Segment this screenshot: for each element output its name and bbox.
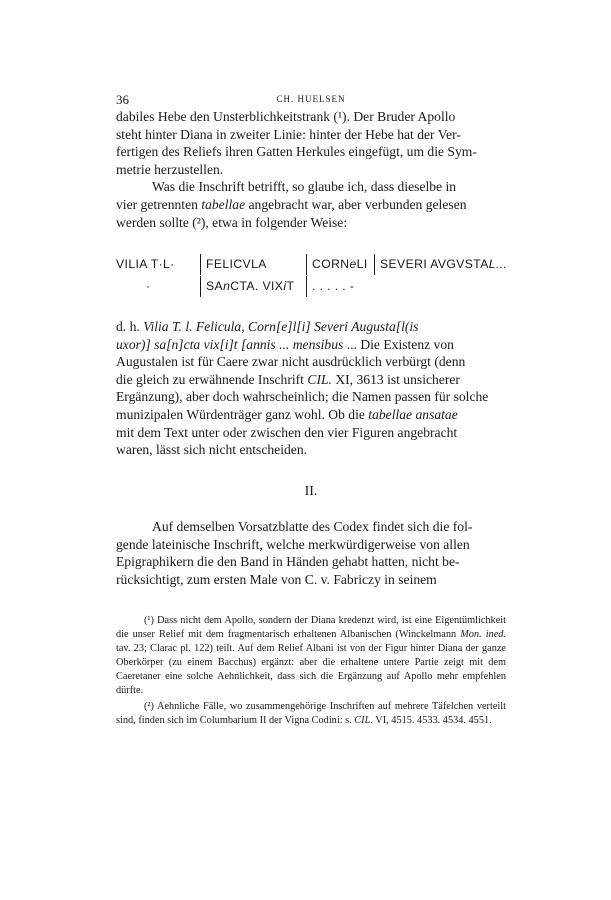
text-span: munizipalen Würdenträger ganz wohl. Ob die [116,406,365,422]
italic-letter: L... [488,257,508,271]
text-span: CORN [312,257,350,271]
inscription-cell [312,257,368,271]
column-divider [200,276,201,297]
text-span: ... Die Existenz von [343,336,454,352]
inscription-cell [206,279,294,293]
text-line [116,178,506,196]
text-span: SA [206,279,224,293]
italic-letter: i [283,279,287,293]
inscription-cell: FELICVLA [206,257,267,271]
running-head: CH. HUELSEN [276,94,346,104]
paragraph-3 [116,318,506,459]
text-line [116,318,506,336]
text-span: angebracht war, aber verbunden gelesen [245,196,467,212]
text-span: VI, 4515. 4533. 4534. 4551. [372,715,492,726]
italic-reading: Vilia T. l. Felicula, Corn[e]l[i] Severi Augusta[l(is [143,319,419,334]
column-divider [374,254,375,275]
text-line: Epigraphikern die den Band in Händen gehabt hatten, nicht be- [116,554,460,570]
text-span: T [286,279,295,293]
text-line: metrie herzustellen. [116,161,224,177]
text-line [116,336,506,354]
text-span: tav. 23; Clarac pl. 122) teilt. Auf dem Relief Albani ist von der Figur hinter Diana der ganze Oberkörper (zu einem Bacchus) ergänzt: aber die erhaltene untere Partie zeigt mit dem Caeretaner eine solche Aehnlichkeit, dass sich die Ergänzung auf Apollo mehr empfehlen dürfte. [116,643,506,696]
text-line: rücksichtigt, zum ersten Male von C. v. Fabriczy in seinem [116,571,437,587]
text-line: steht hinter Diana in zweiter Linie: hinter der Hebe hat der Ver- [116,126,461,142]
italic-term: tabellae [201,196,246,212]
inscription-cell: . . . . . - [312,279,355,293]
text-line: fertigen des Reliefs ihren Gatten Herkules eingefügt, um die Sym- [116,144,477,160]
page-number: 36 [116,92,129,107]
section-heading: II. [304,484,318,499]
text-span: (²) Aehnliche Fälle, wo zusammengehörige Inschriften auf mehrere Täfelchen verteilt sind, finden sich im Columbarium II der Vigna Codini: s. [116,701,506,726]
inscription-transcription [116,254,516,298]
text-line: Auf demselben Vorsatzblatte des Codex findet sich die fol- [152,519,473,534]
text-span: Was die Inschrift betrifft, so glaube ich, dass dieselbe in [152,179,457,195]
text-span: CTA. VIX [230,279,284,293]
italic-reading: uxor)] sa[n]cta vix[i]t [annis ... mensibus [116,336,344,352]
text-span: XI, 3613 ist unsicherer [331,371,460,387]
italic-term: Mon. ined. [460,629,506,640]
italic-letter: e [349,257,357,271]
text-line [116,371,506,389]
inscription-cell: VILIA T·L· [116,257,175,271]
column-divider [306,276,307,297]
column-divider [306,254,307,275]
text-line [116,196,506,214]
text-line: Augustalen ist für Caere zwar nicht ausdrücklich verbürgt (denn [116,354,466,370]
inscription-row-1 [116,254,516,276]
text-line: waren, lässt sich nicht entscheiden. [116,442,308,458]
italic-letter: n [223,279,231,293]
text-line: mit dem Text unter oder zwischen den vier Figuren angebracht [116,424,458,440]
text-line: Ergänzung), aber doch wahrscheinlich; die Namen passen für solche [116,389,489,405]
text-line: dabiles Hebe den Unsterblichkeitstrank (¹). Der Bruder Apollo [116,109,456,124]
footnote-1 [116,614,506,698]
italic-term: CIL. [354,715,373,726]
inscription-cell [380,257,507,271]
column-divider [200,254,201,275]
text-span: d. h. [116,319,144,334]
italic-term: tabellae ansatae [364,406,458,422]
text-span: LI [356,257,368,271]
paragraph-4 [116,518,506,588]
text-line [116,406,506,424]
text-span: (¹) Dass nicht dem Apollo, sondern der Diana kredenzt wird, ist eine Eigentümlichkeit die unser Relief mit dem fragmentarisch erhaltenen Albanischen (Winckelmann [116,615,506,640]
inscription-cell: · [146,279,151,293]
text-span: SEVERI AVGVSTA [380,257,489,271]
footnote-2 [116,700,506,728]
footnotes [116,614,506,730]
paragraph-1 [116,108,506,231]
text-span: vier getrennten [116,196,202,212]
text-line: gende lateinische Inschrift, welche merkwürdigerweise von allen [116,536,470,552]
italic-term: CIL. [307,371,332,387]
text-line: werden sollte (²), etwa in folgender Weise: [116,214,348,230]
inscription-row-2 [116,276,516,298]
text-span: die gleich zu erwähnende Inschrift [116,371,308,387]
